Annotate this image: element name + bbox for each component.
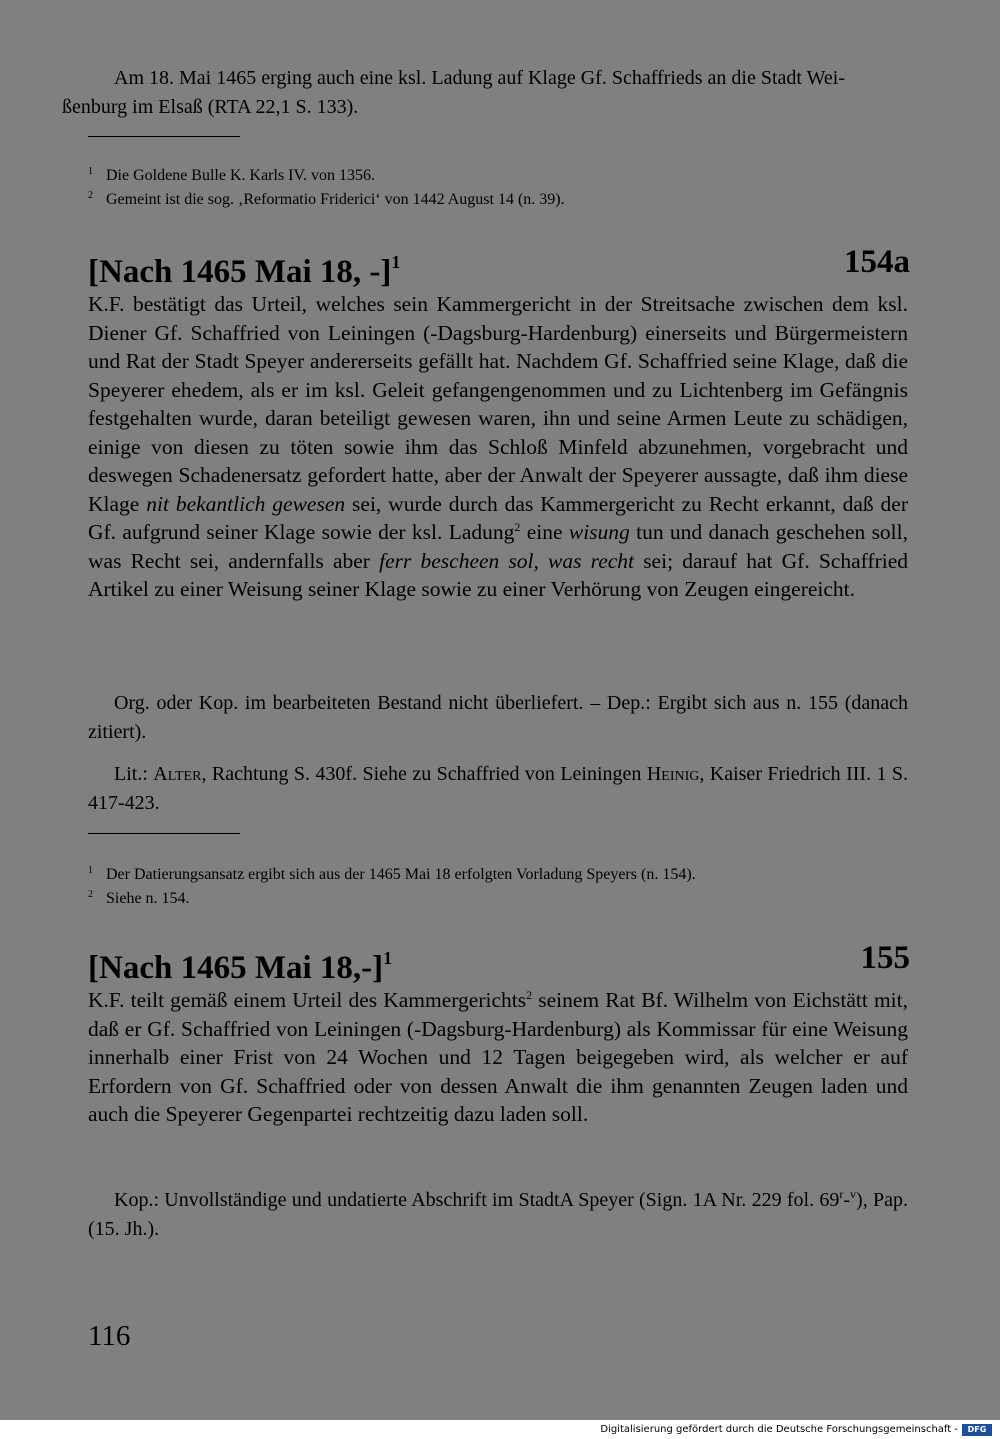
intro-footnotes (88, 162, 908, 210)
lit-author: Alter (153, 763, 202, 785)
body-text: K.F. bestätigt das Urteil, welches sein Kammergericht in der Streitsache zwischen dem ksl. Diener Gf. Schaffried von Leiningen (-Dagsburg-Hardenburg) einerseits und Bürgermeistern und Rat der Stadt Speyer andererseits gefällt hat. Nachdem Gf. Schaffried seine Klage, daß die Speyerer ehedem, als er im ksl. Geleit gefangengenommen und zu Lichtenberg im Gefängnis festgehalten wurde, daran beteiligt gewesen waren, ihn und seine Armen Leute zu schädigen, einige von diesen zu töten sowie ihm das Schloß Minfeld abzunehmen, vorgebracht und deswegen Schadenersatz gefordert hatte, aber der Anwalt der Speyerer aussagte, daß ihm diese Klage (88, 292, 908, 516)
entry-date: [Nach 1465 Mai 18,-] (88, 950, 384, 986)
heading-footnote-mark: 1 (383, 948, 393, 968)
entry-number: 154a (844, 244, 910, 280)
folio-dash: - (843, 1189, 851, 1211)
footnote-ref: 2 (514, 520, 521, 534)
entry-date: [Nach 1465 Mai 18, -] (88, 254, 392, 290)
body-text: seinem Rat Bf. Wilhelm von Eichstätt mit, daß er Gf. Schaffried von Leiningen (-Dagsburg-Hardenburg) als Kommissar für eine Weisung innerhalb einer Frist von 24 Wochen und 12 Tagen beigegeben wird, als welcher er auf Erfordern von Gf. Schaffried oder von dessen Anwalt die ihm genannten Zeugen laden und auch die Speyerer Gegenpartei rechtzeitig dazu laden soll. (88, 988, 908, 1126)
body-text: tun und danach geschehen soll, was Recht sei, andernfalls aber (88, 520, 909, 573)
heading-footnote-mark: 1 (391, 252, 401, 272)
italic-quote: wisung (568, 520, 630, 544)
intro-line-1: Am 18. Mai 1465 erging auch eine ksl. Ladung auf Klage Gf. Schaffrieds an die Stadt Wei- (114, 67, 845, 89)
footnote-mark: 1 (88, 166, 93, 177)
footer-credit: Digitalisierung gefördert durch die Deutsche Forschungsgemeinschaft - (600, 1424, 958, 1435)
folio-verso: v (850, 1187, 857, 1201)
entry-body-155 (88, 986, 908, 1129)
body-text: sei; darauf hat Gf. Schaffried Artikel zu einer Weisung seiner Klage sowie zu einer Verhörung von Zeugen eingereicht. (88, 548, 909, 601)
italic-quote: ferr bescheen sol, was recht (379, 548, 635, 573)
lit-label: Lit.: (114, 763, 148, 785)
body-text: K.F. teilt gemäß einem Urteil des Kammergerichts (88, 988, 527, 1012)
lit-text: , Kaiser Friedrich III. 1 S. 417-423. (88, 763, 908, 814)
body-text: eine (526, 520, 563, 544)
footnote-mark: 1 (88, 865, 93, 876)
footnote-text: Siehe n. 154. (106, 890, 190, 907)
source-note: Org. oder Kop. im bearbeiteten Bestand nicht überliefert. – Dep.: Ergibt sich aus n. 155 (danach zitiert). (88, 692, 908, 743)
copy-note: Kop.: Unvollständige und undatierte Abschrift im StadtA Speyer (Sign. 1A Nr. 229 fol. 69 (114, 1189, 840, 1211)
copy-note: ), Pap. (15. Jh.). (88, 1189, 908, 1240)
entry-heading-155 (88, 938, 910, 988)
italic-quote: nit bekantlich gewesen (146, 491, 346, 516)
literature-note-154a (88, 760, 908, 817)
entry-number: 155 (860, 940, 910, 976)
footnote-mark: 2 (88, 190, 93, 201)
footnote-text: Der Datierungsansatz ergibt sich aus der 1465 Mai 18 erfolgten Vorladung Speyers (n. 154). (106, 866, 696, 883)
footnote-text: Die Goldene Bulle K. Karls IV. von 1356. (106, 167, 375, 184)
source-note-154a (88, 689, 908, 746)
lit-text: , Rachtung S. 430f. Siehe zu Schaffried von Leiningen (201, 763, 642, 785)
intro-line-2: ßenburg im Elsaß (RTA 22,1 S. 133). (62, 95, 359, 118)
lit-author: Heinig (646, 763, 700, 785)
footnote-separator (88, 136, 240, 137)
entry-heading-154a (88, 242, 910, 292)
footnote-text: Gemeint ist die sog. ‚Reformatio Friderici‘ von 1442 August 14 (n. 39). (106, 191, 565, 208)
dfg-logo-icon: DFG (962, 1424, 992, 1436)
footnote (88, 885, 908, 909)
intro-paragraph (62, 64, 908, 121)
footnote-ref: 2 (526, 988, 533, 1002)
footnote-separator (88, 833, 240, 834)
digitization-footer (0, 1420, 1000, 1439)
folio-recto: r (839, 1187, 844, 1201)
footnote-mark: 2 (88, 889, 93, 900)
footnotes-154a (88, 861, 908, 909)
footnote (88, 162, 908, 186)
copy-note-155 (88, 1186, 908, 1243)
footnote (88, 186, 908, 210)
entry-body-154a (88, 290, 908, 604)
footnote (88, 861, 908, 885)
page-number: 116 (88, 1320, 131, 1352)
body-text: sei, wurde durch das Kammergericht zu Recht erkannt, daß der Gf. aufgrund seiner Klage sowie der ksl. Ladung (88, 491, 909, 544)
